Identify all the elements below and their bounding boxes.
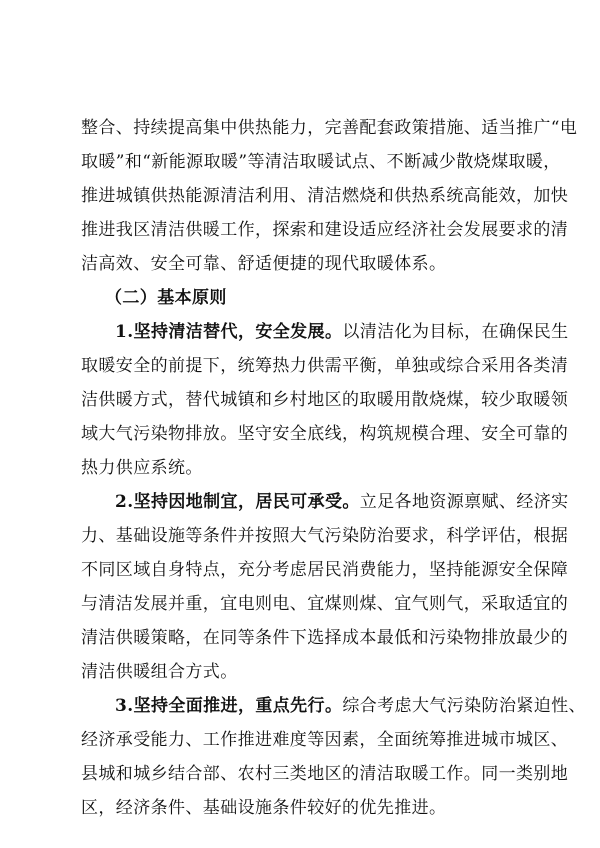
principle-2-line-6: 清洁供暖组合方式。 [81, 662, 238, 682]
principle-2-line-3: 不同区域自身特点，充分考虑居民消费能力，坚持能源安全保障 [81, 560, 569, 580]
principle-1-line-4: 域大气污染物排放。坚守安全底线，构筑规模合理、安全可靠的 [81, 424, 569, 444]
principle-1-first-text: 以清洁化为目标，在确保民生 [342, 322, 569, 342]
paragraph-1-line-5: 洁高效、安全可靠、舒适便捷的现代取暖体系。 [81, 254, 447, 274]
principle-1-title: 1.坚持清洁替代，安全发展。 [115, 322, 343, 342]
principle-3-line-3: 县城和城乡结合部、农村三类地区的清洁取暖工作。同一类别地 [81, 764, 569, 784]
principle-2-first-line [115, 485, 569, 519]
principle-3-first-text: 综合考虑大气污染防治紧迫性、 [342, 696, 586, 716]
principle-2-line-2: 力、基础设施等条件并按照大气污染防治要求，科学评估，根据 [81, 526, 569, 546]
principle-3-title: 3.坚持全面推进，重点先行。 [115, 696, 343, 716]
principle-2-line-4: 与清洁发展并重，宜电则电、宜煤则煤、宜气则气，采取适宜的 [81, 594, 569, 614]
section-heading: （二）基本原则 [105, 288, 227, 308]
principle-3-line-2: 经济承受能力、工作推进难度等因素，全面统筹推进城市城区、 [81, 730, 569, 750]
paragraph-1-line-2: 取暖”和“新能源取暖”等清洁取暖试点、不断减少散烧煤取暖， [81, 152, 561, 172]
paragraph-1-line-4: 推进我区清洁供暖工作，探索和建设适应经济社会发展要求的清 [81, 220, 569, 240]
principle-3-line-4: 区，经济条件、基础设施条件较好的优先推进。 [81, 798, 447, 818]
principle-2-first-text: 立足各地资源禀赋、经济实 [359, 492, 569, 512]
principle-2-title: 2.坚持因地制宜，居民可承受。 [115, 492, 360, 512]
paragraph-1-line-1: 整合、持续提高集中供热能力，完善配套政策措施、适当推广“电 [81, 118, 578, 138]
principle-1-first-line [115, 315, 569, 349]
paragraph-1-line-3: 推进城镇供热能源清洁利用、清洁燃烧和供热系统高能效，加快 [81, 186, 569, 206]
principle-2-line-5: 清洁供暖策略，在同等条件下选择成本最低和污染物排放最少的 [81, 628, 569, 648]
principle-1-line-5: 热力供应系统。 [81, 458, 203, 478]
principle-3-first-line [115, 689, 586, 723]
principle-1-line-2: 取暖安全的前提下，统筹热力供需平衡，单独或综合采用各类清 [81, 356, 569, 376]
principle-1-line-3: 洁供暖方式，替代城镇和乡村地区的取暖用散烧煤，较少取暖领 [81, 390, 569, 410]
